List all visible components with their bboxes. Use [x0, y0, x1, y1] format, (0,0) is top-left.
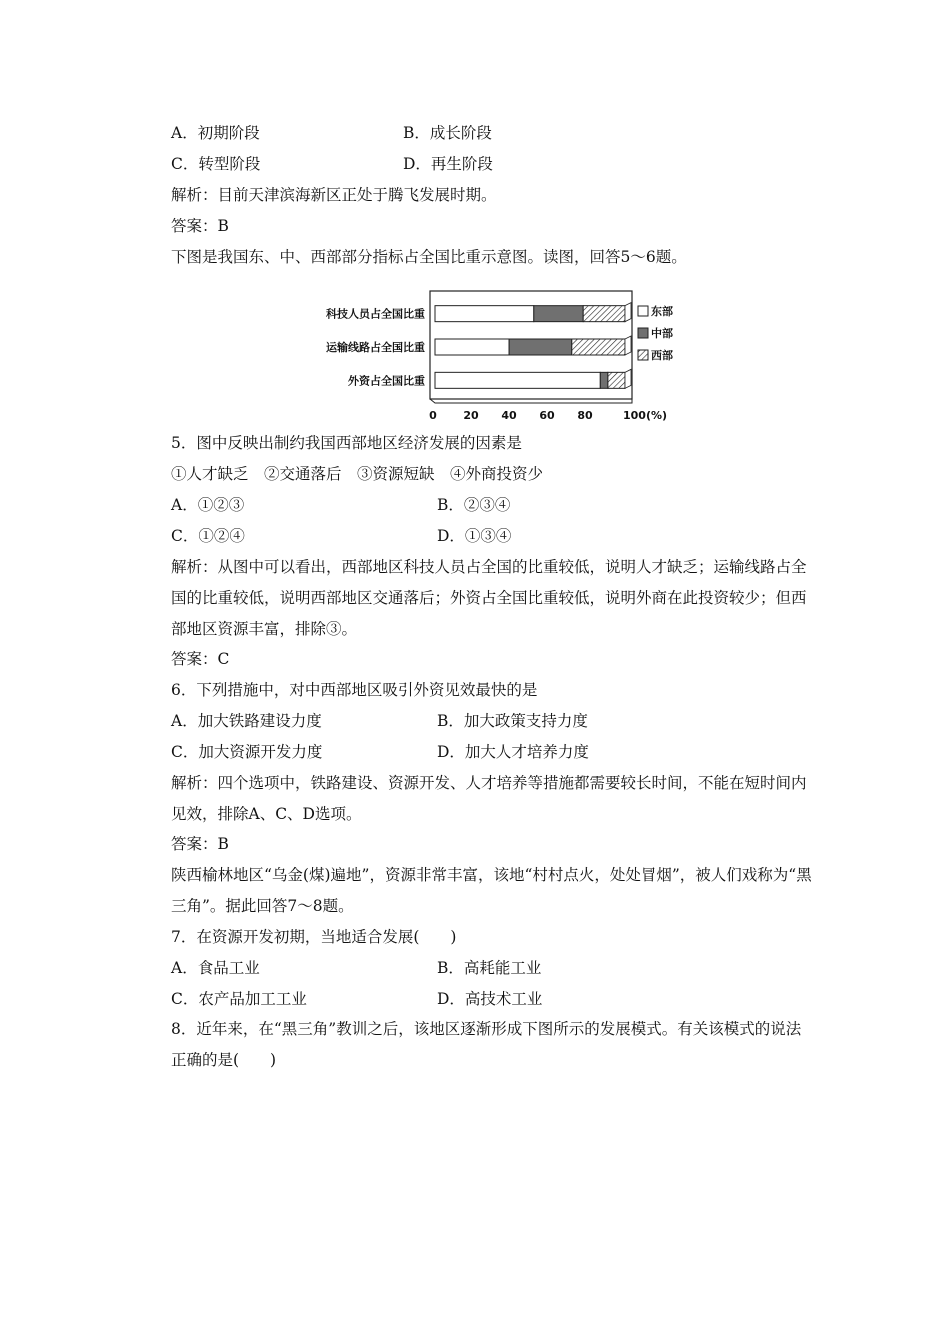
chart-svg: [305, 283, 685, 423]
q7-stem: 7．在资源开发初期，当地适合发展( ): [171, 928, 457, 946]
bar-end-2: [625, 336, 631, 355]
q6-option-b: B．加大政策支持力度: [437, 712, 588, 730]
q6-option-d: D．加大人才培养力度: [437, 743, 589, 761]
q8-stem: 8．近年来，在“黑三角”教训之后，该地区逐渐形成下图所示的发展模式。有关该模式的说法正确的是( ): [171, 1020, 802, 1069]
intro-7-8: 陕西榆林地区“乌金(煤)遍地”，资源非常丰富，该地“村村点火，处处冒烟”，被人们戏称为“黑三角”。据此回答7～8题。: [171, 866, 812, 915]
bar-2-2: [509, 339, 572, 355]
bar-3-1: [435, 372, 600, 388]
bar-end-1: [625, 303, 631, 322]
q6-option-a: A．加大铁路建设力度: [171, 712, 322, 730]
q4-option-d: D．再生阶段: [403, 155, 493, 173]
x-tick-label: 20: [463, 409, 479, 422]
intro-5-6: 下图是我国东、中、西部部分指标占全国比重示意图。读图，回答5～6题。: [171, 248, 687, 266]
q5-items: ①人才缺乏 ②交通落后 ③资源短缺 ④外商投资少: [171, 465, 544, 483]
legend-swatch: [638, 306, 648, 316]
q5-option-d: D．①③④: [437, 527, 512, 545]
legend-label: 西部: [651, 349, 673, 362]
bar-3-3: [608, 372, 625, 388]
bar-1-1: [435, 306, 534, 322]
q7-option-c: C．农产品加工工业: [171, 990, 307, 1008]
bar-3-2: [600, 372, 608, 388]
q4-analysis: 解析：目前天津滨海新区正处于腾飞发展时期。: [171, 186, 497, 204]
q4-option-b: B．成长阶段: [403, 124, 492, 142]
q7-option-d: D．高技术工业: [437, 990, 543, 1008]
q7-option-a: A．食品工业: [171, 959, 260, 977]
bar-1-2: [534, 306, 583, 322]
q4-option-a: A．初期阶段: [171, 124, 260, 142]
x-tick-label: 40: [501, 409, 517, 422]
x-tick-label: 0: [429, 409, 437, 422]
q5-stem: 5．图中反映出制约我国西部地区经济发展的因素是: [171, 434, 522, 452]
q4-answer: 答案：B: [171, 217, 229, 235]
category-label: 科技人员占全国比重: [326, 307, 425, 321]
q6-stem: 6．下列措施中，对中西部地区吸引外资见效最快的是: [171, 681, 538, 699]
q5-answer: 答案：C: [171, 650, 230, 668]
q7-option-b: B．高耗能工业: [437, 959, 542, 977]
q6-option-c: C．加大资源开发力度: [171, 743, 323, 761]
indicator-share-chart: [305, 283, 685, 423]
q5-analysis: 解析：从图中可以看出，西部地区科技人员占全国的比重较低，说明人才缺乏；运输线路占全国的比重较低，说明西部地区交通落后；外资占全国比重较低，说明外商在此投资较少；但西部地区资源丰富，排除③。: [171, 558, 807, 638]
legend-swatch: [638, 350, 648, 360]
bar-1-3: [583, 306, 625, 322]
legend-label: 中部: [651, 327, 673, 340]
q5-option-c: C．①②④: [171, 527, 245, 545]
category-label: 运输线路占全国比重: [326, 341, 425, 354]
q6-analysis: 解析：四个选项中，铁路建设、资源开发、人才培养等措施都需要较长时间，不能在短时间内见效，排除A、C、D选项。: [171, 774, 807, 823]
q5-option-b: B．②③④: [437, 496, 511, 514]
x-tick-label: 60: [539, 409, 555, 422]
bar-end-3: [625, 369, 631, 388]
bar-2-1: [435, 339, 509, 355]
bar-2-3: [572, 339, 625, 355]
category-label: 外资占全国比重: [348, 374, 425, 388]
legend-swatch: [638, 328, 648, 338]
q5-option-a: A．①②③: [171, 496, 245, 514]
x-tick-label: 100(%): [623, 409, 668, 422]
q4-option-c: C．转型阶段: [171, 155, 261, 173]
x-tick-label: 80: [577, 409, 593, 422]
q6-answer: 答案：B: [171, 835, 229, 853]
legend-label: 东部: [651, 305, 673, 318]
